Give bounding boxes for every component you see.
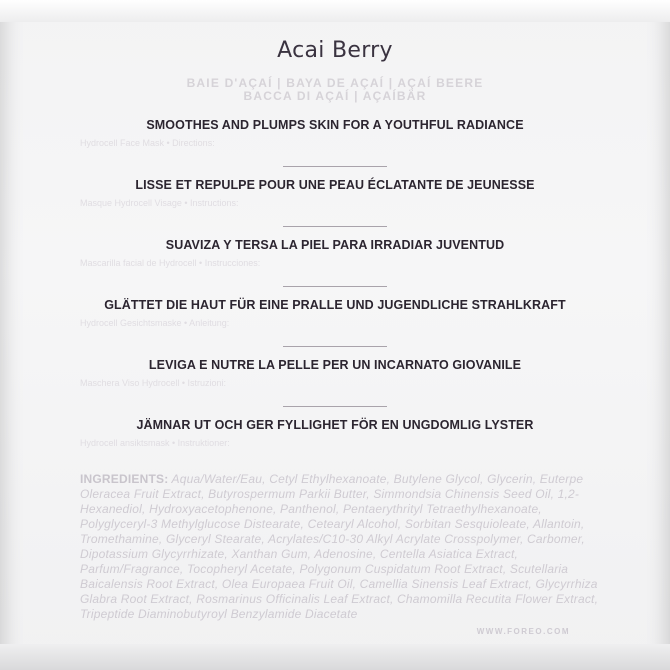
ingredients-text: Aqua/Water/Eau, Cetyl Ethylhexanoate, Butylene Glycol, Glycerin, Euterpe Oleracea Fruit Extract, Butyrospermum Parkii Butter, Simmondsia Chinensis Seed Oil, 1,2-Hexanediol, Hydroxyacetophenone, Panthenol, Pentaerythrityl Tetraethylhexanoate, Polyglyceryl-3 Methylglucose Distearate, Cetearyl Alcohol, Sorbitan Sesquioleate, Allantoin, Tromethamine, Glyceryl Stearate, Acrylates/C10-30 Alkyl Acrylate Crosspolymer, Carbomer, Dipotassium Glycyrrhizate, Xanthan Gum, Adenosine, Centella Asiatica Extract, Parfum/Fragrance, Tocopheryl Acetate, Polygonum Cuspidatum Root Extract, Scutellaria Baicalensis Root Extract, Olea Europaea Fruit Oil, Camellia Sinensis Leaf Extract, Glycyrrhiza Glabra Root Extract, Rosmarinus Officinalis Leaf Extract, Chamomilla Recutita Flower Extract, Tripeptide Diaminobutyroyl Benzylamide Diacetate — [80, 472, 599, 621]
section-desc-sv: Hydrocell ansiktsmask • Instruktioner: — [80, 438, 230, 448]
section-heading-it: LEVIGA E NUTRE LA PELLE PER UN INCARNATO GIOVANILE — [148, 358, 522, 372]
product-title: Acai Berry — [277, 38, 393, 63]
section-heading-de: GLÄTTET DIE HAUT FÜR EINE PRALLE UND JUGENDLICHE STRAHLKRAFT — [104, 298, 566, 312]
section-desc-fr: Masque Hydrocell Visage • Instructions: — [80, 198, 239, 208]
ingredients-block — [80, 472, 600, 622]
section-divider — [283, 286, 387, 287]
section-divider — [283, 226, 387, 227]
box-top-edge — [0, 0, 670, 22]
product-subtitle-line2: BACCA DI AÇAÍ | AÇAÍBÄR — [243, 89, 427, 103]
section-desc-en: Hydrocell Face Mask • Directions: — [80, 138, 215, 148]
product-subtitle-line1: BAIE D'AÇAÍ | BAYA DE AÇAÍ | AÇAÍ BEERE — [186, 76, 484, 90]
section-divider — [283, 406, 387, 407]
section-desc-es: Mascarilla facial de Hydrocell • Instrucciones: — [80, 258, 261, 268]
section-heading-en: SMOOTHES AND PLUMPS SKIN FOR A YOUTHFUL RADIANCE — [146, 118, 524, 132]
brand-website: WWW.FOREO.COM — [476, 627, 570, 636]
section-divider — [283, 346, 387, 347]
box-bottom-edge — [0, 644, 670, 670]
section-heading-fr: LISSE ET REPULPE POUR UNE PEAU ÉCLATANTE DE JEUNESSE — [135, 178, 535, 192]
ingredients-label: INGREDIENTS: — [80, 472, 169, 486]
section-heading-es: SUAVIZA Y TERSA LA PIEL PARA IRRADIAR JUVENTUD — [165, 238, 505, 252]
section-desc-it: Maschera Viso Hydrocell • Istruzioni: — [80, 378, 227, 388]
section-desc-de: Hydrocell Gesichtsmaske • Anleitung: — [80, 318, 230, 328]
section-heading-sv: JÄMNAR UT OCH GER FYLLIGHET FÖR EN UNGDOMLIG LYSTER — [136, 418, 534, 432]
section-divider — [283, 166, 387, 167]
